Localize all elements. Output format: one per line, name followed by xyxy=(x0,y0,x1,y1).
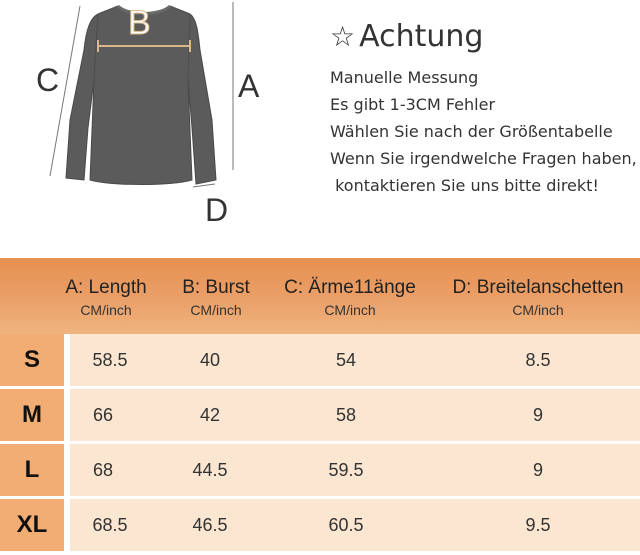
table-cell: 58 xyxy=(335,405,357,425)
column-header-length xyxy=(60,276,152,320)
size-table xyxy=(0,258,640,555)
row-cells xyxy=(70,499,640,551)
table-cell: 8.5 xyxy=(525,350,551,370)
column-unit: CM/inch xyxy=(324,302,376,318)
table-cell: 60.5 xyxy=(328,515,364,535)
dimension-label-b: B xyxy=(128,4,151,42)
table-row xyxy=(0,499,640,551)
size-label: L xyxy=(0,444,64,496)
table-cell: 68 xyxy=(92,460,114,480)
dimension-label-d: D xyxy=(205,192,229,228)
size-label: XL xyxy=(0,499,64,551)
table-cell: 66 xyxy=(92,405,114,425)
table-row xyxy=(0,389,640,441)
column-title: C: Ärme11änge xyxy=(284,277,416,298)
table-cell: 40 xyxy=(199,350,221,370)
row-cells xyxy=(70,444,640,496)
notice-line: Manuelle Messung xyxy=(330,68,479,87)
column-title: A: Length xyxy=(65,277,147,298)
column-header-cuff xyxy=(446,276,630,320)
notice-line: Wenn Sie irgendwelche Fragen haben, xyxy=(330,149,637,168)
notice-line: kontaktieren Sie uns bitte direkt! xyxy=(330,176,599,195)
column-title: D: Breitelanschetten xyxy=(452,277,624,298)
table-cell: 59.5 xyxy=(328,460,364,480)
size-label: S xyxy=(0,334,64,386)
table-cell: 58.5 xyxy=(92,350,128,370)
column-unit: CM/inch xyxy=(512,302,564,318)
notice-panel xyxy=(330,14,635,199)
column-title: B: Burst xyxy=(182,277,250,298)
table-row xyxy=(0,444,640,496)
dimension-label-a: A xyxy=(238,68,260,104)
notice-line: Wählen Sie nach der Größentabelle xyxy=(330,122,613,141)
notice-title xyxy=(330,14,635,58)
row-cells xyxy=(70,334,640,386)
table-cell: 46.5 xyxy=(192,515,228,535)
table-cell: 9 xyxy=(532,405,543,425)
row-cells xyxy=(70,389,640,441)
star-icon: ☆ xyxy=(330,19,356,53)
dimension-label-c: C xyxy=(36,62,60,98)
notice-title-text: Achtung xyxy=(359,18,484,54)
size-label: M xyxy=(0,389,64,441)
column-unit: CM/inch xyxy=(80,302,132,318)
garment-illustration xyxy=(0,0,300,240)
table-cell: 9 xyxy=(532,460,543,480)
column-header-burst xyxy=(172,276,260,320)
table-row xyxy=(0,334,640,386)
column-unit: CM/inch xyxy=(190,302,242,318)
table-header xyxy=(0,258,640,334)
notice-line: Es gibt 1-3CM Fehler xyxy=(330,95,496,114)
table-cell: 42 xyxy=(199,405,221,425)
table-cell: 44.5 xyxy=(192,460,228,480)
table-cell: 54 xyxy=(335,350,357,370)
table-cell: 9.5 xyxy=(525,515,551,535)
table-cell: 68.5 xyxy=(92,515,128,535)
column-header-sleeve xyxy=(280,276,420,320)
notice-lines xyxy=(330,64,635,199)
